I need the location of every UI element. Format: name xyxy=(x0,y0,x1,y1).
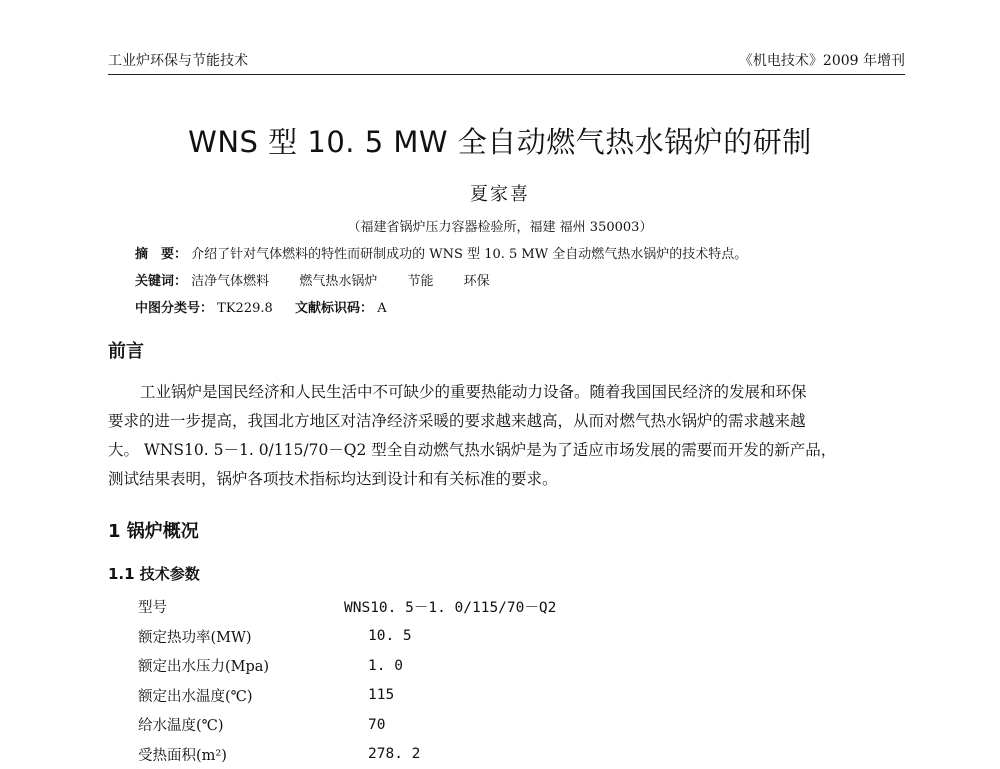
paragraph-line: 大。 WNS10. 5－1. 0/115/70－Q2 型全自动燃气热水锅炉是为了适应市场发展的需要而开发的新产品， xyxy=(108,436,908,465)
paragraph-line: 要求的进一步提高，我国北方地区对洁净经济采暖的要求越来越高，从而对燃气热水锅炉的需求越来越 xyxy=(108,407,908,436)
preface-heading: 前言 xyxy=(108,337,144,363)
abstract xyxy=(135,243,747,262)
table-row xyxy=(138,681,556,711)
param-label: 额定热功率(MW) xyxy=(138,626,344,647)
param-label: 额定出水温度(℃) xyxy=(138,685,344,706)
table-row xyxy=(138,710,556,740)
keywords xyxy=(135,270,490,289)
paragraph-line: 工业锅炉是国民经济和人民生活中不可缺少的重要热能动力设备。随着我国国民经济的发展和环保 xyxy=(108,378,908,407)
param-value: 10. 5 xyxy=(344,628,412,644)
classification-line xyxy=(135,297,387,316)
param-label: 受热面积(m²) xyxy=(138,744,344,765)
param-label: 给水温度(℃) xyxy=(138,714,344,735)
preface-paragraph xyxy=(108,378,908,494)
header-section-name: 工业炉环保与节能技术 xyxy=(108,50,248,70)
keyword-item: 洁净气体燃料 xyxy=(191,274,269,289)
document-code-value: A xyxy=(377,301,386,316)
paragraph-line: 测试结果表明，锅炉各项技术指标均达到设计和有关标准的要求。 xyxy=(108,465,908,494)
running-header xyxy=(108,50,905,75)
table-row xyxy=(138,651,556,681)
keywords-label: 关键词： xyxy=(135,274,187,289)
section-heading: 1 锅炉概况 xyxy=(108,517,199,543)
abstract-text: 介绍了针对气体燃料的特性而研制成功的 WNS 型 10. 5 MW 全自动燃气热水锅炉的技术特点。 xyxy=(191,247,747,262)
abstract-label: 摘 要： xyxy=(135,247,187,262)
keyword-item: 燃气热水锅炉 xyxy=(299,274,377,289)
document-code-label: 文献标识码： xyxy=(295,301,373,316)
table-row xyxy=(138,592,556,622)
subsection-heading: 1.1 技术参数 xyxy=(108,563,200,584)
article-title: WNS 型 10. 5 MW 全自动燃气热水锅炉的研制 xyxy=(0,120,1000,161)
tech-params-table xyxy=(138,592,556,769)
table-row xyxy=(138,740,556,769)
param-label: 型号 xyxy=(138,596,344,617)
param-value: WNS10. 5－1. 0/115/70－Q2 xyxy=(344,596,556,617)
article-author: 夏家喜 xyxy=(0,180,1000,206)
keyword-item: 环保 xyxy=(464,274,490,289)
param-label: 额定出水压力(Mpa) xyxy=(138,655,344,676)
param-value: 115 xyxy=(344,687,394,703)
classification-value: TK229.8 xyxy=(217,301,273,316)
param-value: 70 xyxy=(344,717,385,733)
author-affiliation: （福建省锅炉压力容器检验所，福建 福州 350003） xyxy=(0,216,1000,235)
param-value: 278. 2 xyxy=(344,746,420,762)
classification-label: 中图分类号： xyxy=(135,301,213,316)
table-row xyxy=(138,622,556,652)
param-value: 1. 0 xyxy=(344,658,403,674)
keyword-item: 节能 xyxy=(407,274,433,289)
header-journal-name: 《机电技术》2009 年增刊 xyxy=(739,50,905,70)
